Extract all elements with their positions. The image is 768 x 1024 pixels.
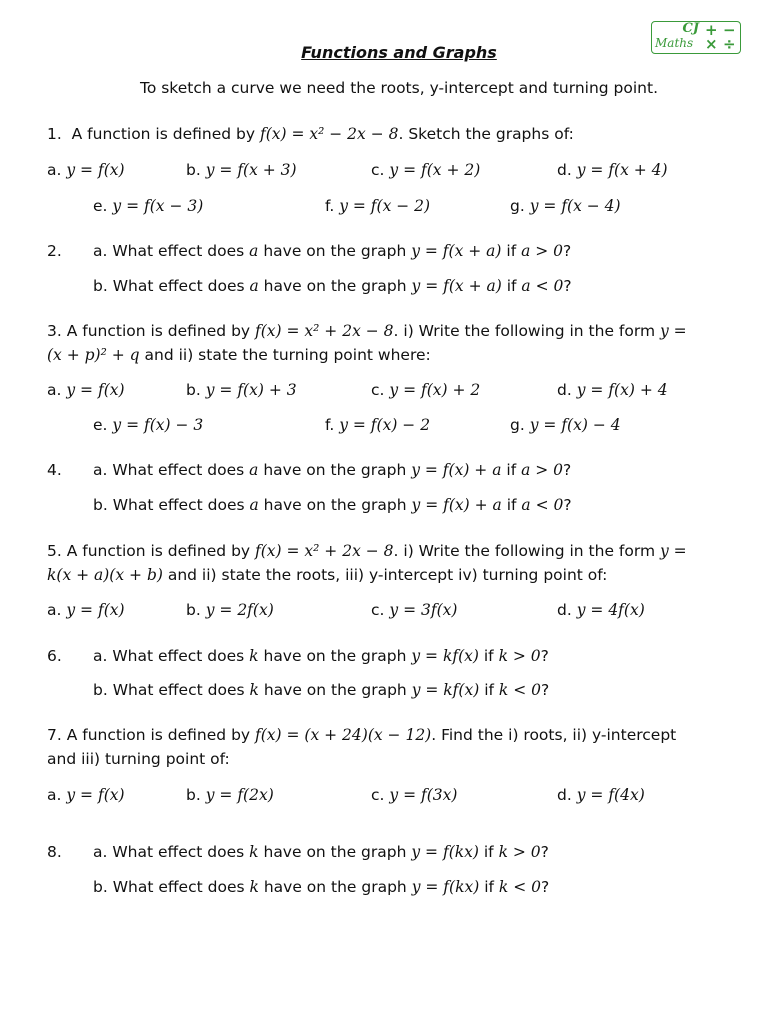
- logo-line2: Maths: [655, 36, 694, 50]
- q7-part-b: b. y = f(2x): [186, 786, 274, 804]
- q1-text-pre: A function is defined by: [71, 125, 260, 143]
- q5-part-a: a. y = f(x): [47, 601, 125, 619]
- q5-part-b: b. y = 2f(x): [186, 601, 274, 619]
- q7-statement-line1: 7. A function is defined by f(x) = (x + 24)(x − 12). Find the i) roots, ii) y-intercept: [47, 726, 677, 744]
- q1-part-a: a. y = f(x): [47, 161, 125, 179]
- q7-statement-line2: and iii) turning point of:: [47, 750, 230, 768]
- q3-statement-line1: 3. A function is defined by f(x) = x² + 2x − 8. i) Write the following in the form y =: [47, 322, 687, 340]
- q3-part-c: c. y = f(x) + 2: [371, 381, 481, 399]
- plus-icon: +: [705, 21, 718, 39]
- q1-part-e: e. y = f(x − 3): [93, 197, 204, 215]
- q3-part-f: f. y = f(x) − 2: [325, 416, 431, 434]
- q7-part-a: a. y = f(x): [47, 786, 125, 804]
- q1-number: 1.: [47, 125, 62, 143]
- page-title: Functions and Graphs: [301, 43, 497, 62]
- divide-icon: ÷: [723, 35, 736, 53]
- minus-icon: −: [723, 21, 736, 39]
- q5-part-c: c. y = 3f(x): [371, 601, 458, 619]
- q8-part-b: b. What effect does k have on the graph y = f(kx) if k < 0?: [93, 878, 550, 896]
- q6-part-b: b. What effect does k have on the graph y = kf(x) if k < 0?: [93, 681, 550, 699]
- q5-statement-line1: 5. A function is defined by f(x) = x² + 2x − 8. i) Write the following in the form y =: [47, 542, 687, 560]
- q3-part-b: b. y = f(x) + 3: [186, 381, 297, 399]
- q2-number: 2.: [47, 242, 62, 260]
- q3-part-a: a. y = f(x): [47, 381, 125, 399]
- q7-part-c: c. y = f(3x): [371, 786, 458, 804]
- q3-statement-line2: (x + p)² + q and ii) state the turning point where:: [47, 346, 431, 364]
- q7-part-d: d. y = f(4x): [557, 786, 645, 804]
- q8-number: 8.: [47, 843, 62, 861]
- q6-number: 6.: [47, 647, 62, 665]
- q1-part-f: f. y = f(x − 2): [325, 197, 431, 215]
- q1-part-c: c. y = f(x + 2): [371, 161, 481, 179]
- q3-part-e: e. y = f(x) − 3: [93, 416, 204, 434]
- times-icon: ×: [705, 35, 718, 53]
- q4-part-a: a. What effect does a have on the graph y = f(x) + a if a > 0?: [93, 461, 572, 479]
- intro-text: To sketch a curve we need the roots, y-intercept and turning point.: [139, 79, 659, 97]
- q1-part-b: b. y = f(x + 3): [186, 161, 297, 179]
- q6-part-a: a. What effect does k have on the graph y = kf(x) if k > 0?: [93, 647, 549, 665]
- q4-part-b: b. What effect does a have on the graph y = f(x) + a if a < 0?: [93, 496, 572, 514]
- q1-part-g: g. y = f(x − 4): [510, 197, 621, 215]
- q5-statement-line2: k(x + a)(x + b) and ii) state the roots, iii) y-intercept iv) turning point of:: [47, 566, 608, 584]
- q1-function: f(x) = x² − 2x − 8: [259, 125, 399, 143]
- q1-text-post: . Sketch the graphs of:: [398, 125, 574, 143]
- q2-part-b: b. What effect does a have on the graph y = f(x + a) if a < 0?: [93, 277, 572, 295]
- q3-part-g: g. y = f(x) − 4: [510, 416, 621, 434]
- q8-part-a: a. What effect does k have on the graph y = f(kx) if k > 0?: [93, 843, 549, 861]
- logo-line1: CJ: [682, 21, 699, 36]
- q4-number: 4.: [47, 461, 62, 479]
- q2-part-a: a. What effect does a have on the graph y = f(x + a) if a > 0?: [93, 242, 572, 260]
- q1-part-d: d. y = f(x + 4): [557, 161, 668, 179]
- q3-part-d: d. y = f(x) + 4: [557, 381, 668, 399]
- q1-statement: [47, 124, 574, 144]
- q5-part-d: d. y = 4f(x): [557, 601, 645, 619]
